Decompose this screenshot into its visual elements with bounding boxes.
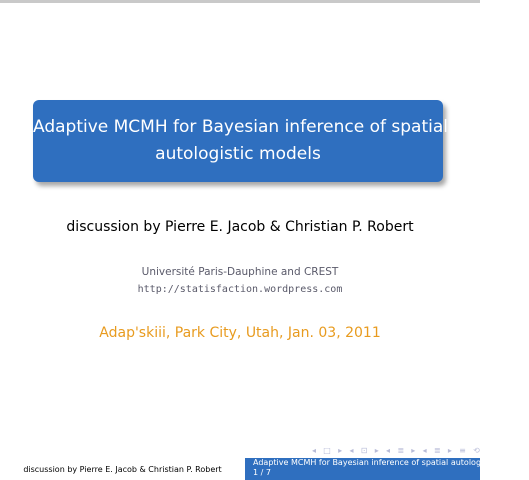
slide-title-line-2: autologistic models bbox=[155, 144, 321, 164]
search-icon[interactable]: ⟲ bbox=[473, 445, 480, 455]
next-subsection-icon[interactable]: ▸ bbox=[411, 445, 416, 455]
first-frame-icon[interactable]: ◂ bbox=[312, 445, 317, 455]
institution: Université Paris-Dauphine and CREST bbox=[141, 266, 339, 278]
next-slide-icon[interactable]: ▸ bbox=[447, 445, 452, 455]
prev-slide-icon[interactable]: ◂ bbox=[422, 445, 427, 455]
beamer-navigation bbox=[312, 444, 480, 456]
align-icon[interactable]: ≡ bbox=[459, 445, 466, 455]
next-section-icon[interactable]: ▸ bbox=[374, 445, 379, 455]
slide-icon[interactable]: ≣ bbox=[433, 445, 441, 455]
prev-frame-icon[interactable]: □ bbox=[323, 445, 331, 455]
footer-author: discussion by Pierre E. Jacob & Christian P. Robert bbox=[0, 458, 245, 480]
footer-title: Adaptive MCMH for Bayesian inference of spatial autologistic models bbox=[253, 458, 529, 467]
slide-title-line-1: Adaptive MCMH for Bayesian inference of spatial bbox=[33, 117, 448, 137]
prev-section-icon[interactable]: ⊡ bbox=[360, 445, 368, 455]
prev-subsection-icon[interactable]: ◂ bbox=[386, 445, 391, 455]
event-info: Adap'skiii, Park City, Utah, Jan. 03, 2011 bbox=[99, 325, 381, 341]
last-frame-icon[interactable]: ◂ bbox=[349, 445, 354, 455]
top-border bbox=[0, 0, 480, 3]
page-counter: 1 / 7 bbox=[253, 468, 271, 477]
next-frame-icon[interactable]: ▸ bbox=[338, 445, 343, 455]
title-box bbox=[33, 100, 448, 182]
author-line: discussion by Pierre E. Jacob & Christian P. Robert bbox=[66, 219, 414, 235]
footer-title-panel bbox=[245, 458, 529, 480]
subsection-icon[interactable]: ≣ bbox=[397, 445, 405, 455]
blog-url: http://statisfaction.wordpress.com bbox=[137, 284, 343, 295]
